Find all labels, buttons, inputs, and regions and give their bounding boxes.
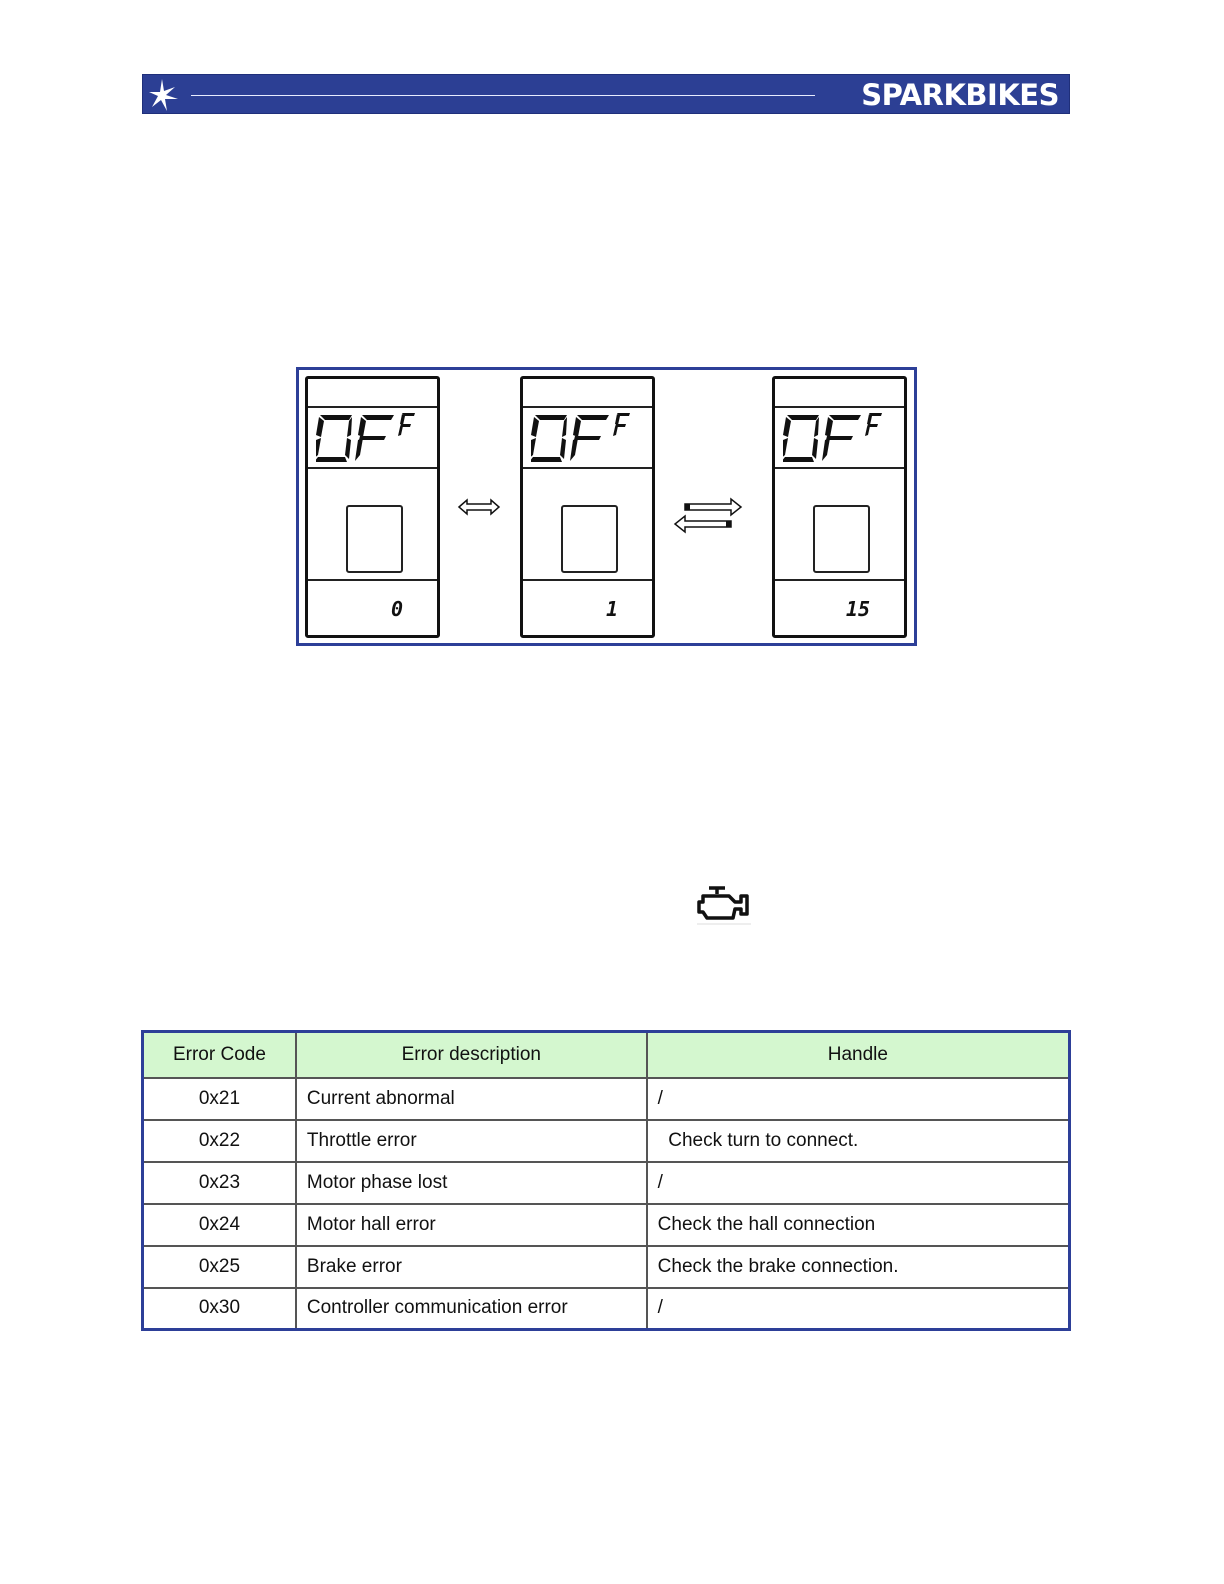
- segment-off-readout: [316, 409, 426, 465]
- lcd-center-box: [346, 505, 403, 573]
- error-code-table: [141, 1030, 1071, 1331]
- column-header: Handle: [647, 1032, 1070, 1078]
- error-code-cell: 0x30: [143, 1288, 296, 1330]
- table-row: [143, 1120, 1070, 1162]
- brand-logo-text: SPARKBIKES: [861, 78, 1059, 112]
- column-header: Error description: [296, 1032, 647, 1078]
- handle-cell: /: [647, 1078, 1070, 1120]
- table-row: [143, 1204, 1070, 1246]
- error-description-cell: Controller communication error: [296, 1288, 647, 1330]
- lcd-display-3: [772, 376, 907, 638]
- header-rule: [191, 95, 815, 96]
- error-code-cell: 0x23: [143, 1162, 296, 1204]
- error-description-cell: Motor phase lost: [296, 1162, 647, 1204]
- column-header: Error Code: [143, 1032, 296, 1078]
- lcd-top-band: [308, 379, 437, 408]
- double-arrow-icon: [457, 498, 501, 516]
- handle-cell: Check the brake connection.: [647, 1246, 1070, 1288]
- engine-fault-icon: [695, 884, 753, 926]
- handle-cell: Check turn to connect.: [647, 1120, 1070, 1162]
- error-code-cell: 0x21: [143, 1078, 296, 1120]
- lcd-display-2: [520, 376, 655, 638]
- error-description-cell: Motor hall error: [296, 1204, 647, 1246]
- handle-cell: /: [647, 1162, 1070, 1204]
- star-burst-icon: [147, 77, 181, 113]
- table-row: [143, 1288, 1070, 1330]
- error-description-cell: Throttle error: [296, 1120, 647, 1162]
- error-code-cell: 0x24: [143, 1204, 296, 1246]
- error-code-cell: 0x22: [143, 1120, 296, 1162]
- lcd-display-1: [305, 376, 440, 638]
- error-code-cell: 0x25: [143, 1246, 296, 1288]
- lcd-value: 0: [390, 597, 403, 621]
- handle-cell: /: [647, 1288, 1070, 1330]
- lcd-value: 1: [605, 597, 618, 621]
- table-row: [143, 1078, 1070, 1120]
- table-row: [143, 1246, 1070, 1288]
- handle-cell: Check the hall connection: [647, 1204, 1070, 1246]
- error-description-cell: Brake error: [296, 1246, 647, 1288]
- swap-arrows-icon: [673, 497, 743, 535]
- error-description-cell: Current abnormal: [296, 1078, 647, 1120]
- lcd-value: 15: [845, 597, 870, 621]
- segment-off-readout: [783, 409, 893, 465]
- segment-off-readout: [531, 409, 641, 465]
- table-header-row: [143, 1032, 1070, 1078]
- table-row: [143, 1162, 1070, 1204]
- header-band: [142, 74, 1070, 114]
- display-figure: [296, 367, 917, 646]
- lcd-center-box: [813, 505, 870, 573]
- lcd-center-box: [561, 505, 618, 573]
